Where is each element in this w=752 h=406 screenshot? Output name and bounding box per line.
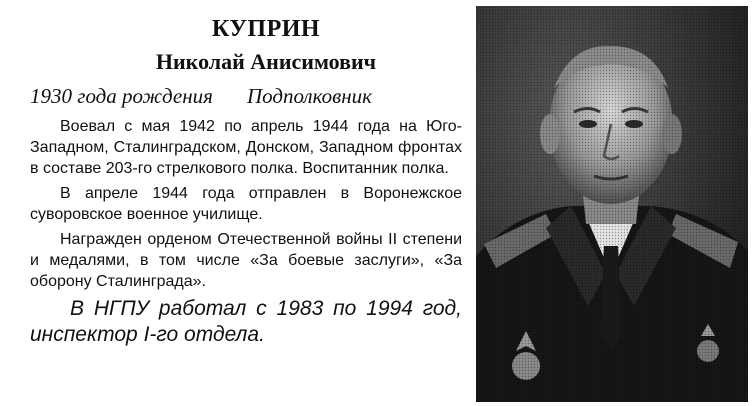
employment-note: В НГПУ работал с 1983 по 1994 год, инспектор I-го отдела.: [30, 297, 462, 346]
biography-body: [30, 116, 462, 292]
bio-paragraph-awards: Награжден орденом Отечественной войны II степени и медалями, в том числе «За боевые заслуги», «За оборону Сталинграда».: [30, 231, 462, 290]
birth-year: 1930 года рождения: [30, 84, 213, 108]
military-rank: Подполковник: [246, 84, 372, 108]
birth-rank-line: [30, 82, 462, 110]
portrait-photo: [476, 6, 748, 402]
biography-text: [30, 14, 462, 348]
bio-paragraph-school: В апреле 1944 года отправлен в Воронежское суворовское военное училище.: [30, 185, 462, 223]
bio-paragraph-service: Воевал с мая 1942 по апрель 1944 года на Юго-Западном, Сталинградском, Донском, Западном фронтах в составе 203-го стрелкового полка. Воспитанник полка.: [30, 118, 462, 177]
full-name: Николай Анисимович: [155, 49, 377, 74]
surname-heading: КУПРИН: [211, 16, 321, 42]
